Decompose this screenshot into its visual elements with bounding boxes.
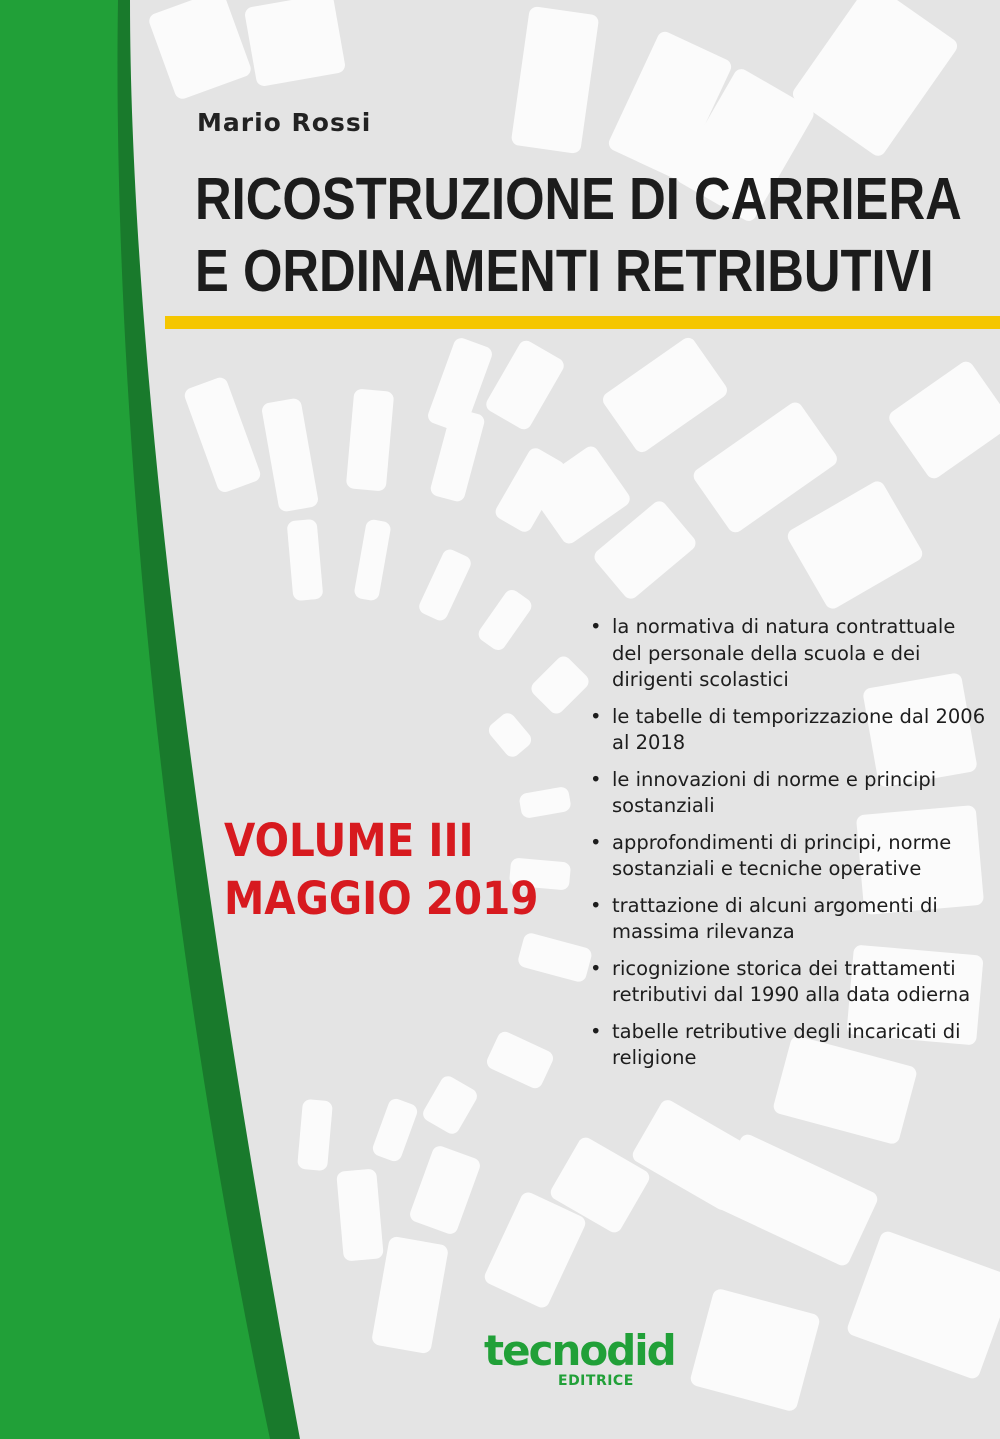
yellow-divider: [165, 316, 1000, 329]
list-item: • la normativa di natura contrattuale del personale della scuola e dei dirigenti scolastici: [590, 614, 990, 694]
edition-date: MAGGIO 2019: [224, 872, 539, 925]
list-item: • le tabelle di temporizzazione dal 2006 al 2018: [590, 704, 990, 757]
publisher-subtitle: EDITRICE: [558, 1373, 634, 1389]
publisher-name: tecnodid: [484, 1326, 675, 1375]
list-item: • le innovazioni di norme e principi sostanziali: [590, 767, 990, 820]
list-item: • ricognizione storica dei trattamenti retributivi dal 1990 alla data odierna: [590, 956, 990, 1009]
volume-block: [224, 812, 538, 928]
title-line-1: RICOSTRUZIONE DI CARRIERA: [195, 166, 962, 232]
list-item: • trattazione di alcuni argomenti di massima rilevanza: [590, 893, 990, 946]
title-line-2: E ORDINAMENTI RETRIBUTIVI: [195, 238, 934, 304]
author-name: Mario Rossi: [197, 108, 372, 137]
list-item: • approfondimenti di principi, norme sostanziali e tecniche operative: [590, 830, 990, 883]
book-title: [195, 163, 962, 307]
publisher-logo: [478, 1326, 675, 1396]
list-item: • tabelle retributive degli incaricati di religione: [590, 1019, 990, 1072]
volume-label: VOLUME III: [224, 814, 474, 867]
contents-list: [590, 614, 990, 1082]
